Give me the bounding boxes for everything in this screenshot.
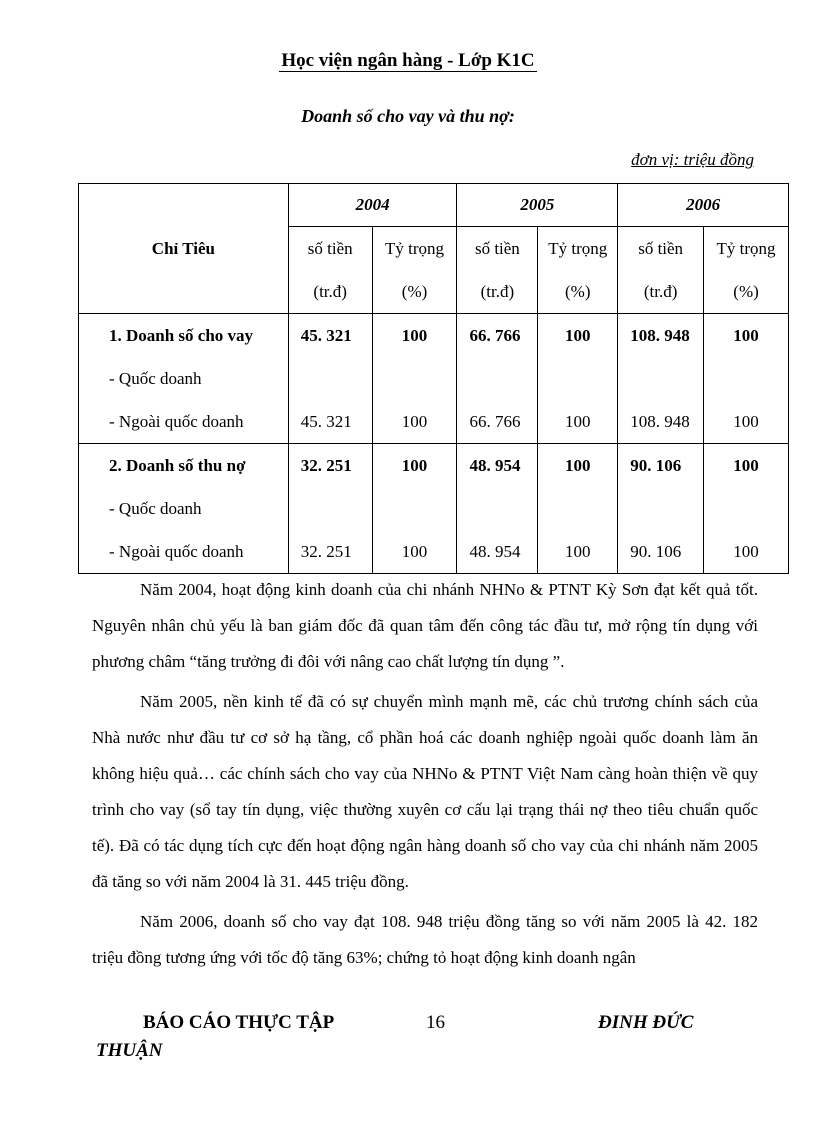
cell: 100 100 bbox=[538, 444, 618, 574]
sub-amount: số tiền (tr.đ) bbox=[288, 227, 372, 314]
col-label: Chỉ Tiêu bbox=[79, 184, 289, 314]
row-labels: 1. Doanh số cho vay - Quốc doanh - Ngoài quốc doanh bbox=[79, 314, 289, 444]
cell: 100 100 bbox=[372, 314, 457, 444]
footer-author-continued: THUẬN bbox=[96, 1040, 163, 1061]
footer-report-title: BÁO CÁO THỰC TẬP bbox=[143, 1012, 335, 1033]
body-text bbox=[92, 572, 758, 980]
sub-amount: số tiền (tr.đ) bbox=[457, 227, 538, 314]
cell: 100 100 bbox=[704, 444, 789, 574]
footer-author: ĐINH ĐỨC bbox=[598, 1012, 694, 1033]
paragraph: Năm 2004, hoạt động kinh doanh của chi nhánh NHNo & PTNT Kỳ Sơn đạt kết quả tốt. Nguyên nhân chủ yếu là ban giám đốc đã quan tâm đến công tác đầu tư, mở rộng tín dụng với phương châm “tăng trưởng đi đôi với nâng cao chất lượng tín dụng ”. bbox=[92, 580, 758, 671]
table-row bbox=[79, 314, 789, 444]
row-labels: 2. Doanh số thu nợ - Quốc doanh - Ngoài quốc doanh bbox=[79, 444, 289, 574]
page-header bbox=[0, 50, 816, 72]
cell: 90. 106 90. 106 bbox=[618, 444, 704, 574]
cell: 100 100 bbox=[372, 444, 457, 574]
cell: 48. 954 48. 954 bbox=[457, 444, 538, 574]
sub-ratio: Tỷ trọng (%) bbox=[538, 227, 618, 314]
header-title: Học viện ngân hàng - Lớp K1C bbox=[281, 50, 535, 71]
cell: 66. 766 66. 766 bbox=[457, 314, 538, 444]
loan-table bbox=[78, 183, 789, 574]
sub-amount: số tiền (tr.đ) bbox=[618, 227, 704, 314]
cell: 100 100 bbox=[538, 314, 618, 444]
paragraph: Năm 2005, nền kinh tế đã có sự chuyển mình mạnh mẽ, các chủ trương chính sách của Nhà nước như đầu tư cơ sở hạ tầng, cổ phần hoá các doanh nghiệp ngoài quốc doanh làm ăn không hiệu quả… các chính sách cho vay của NHNo & PTNT Việt Nam càng hoàn thiện về quy trình cho vay (sổ tay tín dụng, việc thường xuyên cơ cấu lại trạng thái nợ theo tiêu chuẩn quốc tế). Đã có tác dụng tích cực đến hoạt động ngân hàng doanh số cho vay của chi nhánh năm 2005 đã tăng so với năm 2004 là 31. 445 triệu đồng. bbox=[92, 692, 758, 891]
cell: 100 100 bbox=[704, 314, 789, 444]
year-2004: 2004 bbox=[288, 184, 457, 227]
sub-ratio: Tỷ trọng (%) bbox=[704, 227, 789, 314]
year-2005: 2005 bbox=[457, 184, 618, 227]
sub-ratio: Tỷ trọng (%) bbox=[372, 227, 457, 314]
cell: 32. 251 32. 251 bbox=[288, 444, 372, 574]
section-title: Doanh số cho vay và thu nợ: bbox=[301, 106, 515, 126]
page-number: 16 bbox=[426, 1012, 445, 1033]
cell: 45. 321 45. 321 bbox=[288, 314, 372, 444]
paragraph: Năm 2006, doanh số cho vay đạt 108. 948 triệu đồng tăng so với năm 2005 là 42. 182 triệu đồng tương ứng với tốc độ tăng 63%; chứng tỏ hoạt động kinh doanh ngân bbox=[92, 912, 758, 967]
table-header-row bbox=[79, 184, 789, 227]
table-row bbox=[79, 444, 789, 574]
cell: 108. 948 108. 948 bbox=[618, 314, 704, 444]
unit-label: đơn vị: triệu đồng bbox=[631, 150, 754, 169]
year-2006: 2006 bbox=[618, 184, 789, 227]
